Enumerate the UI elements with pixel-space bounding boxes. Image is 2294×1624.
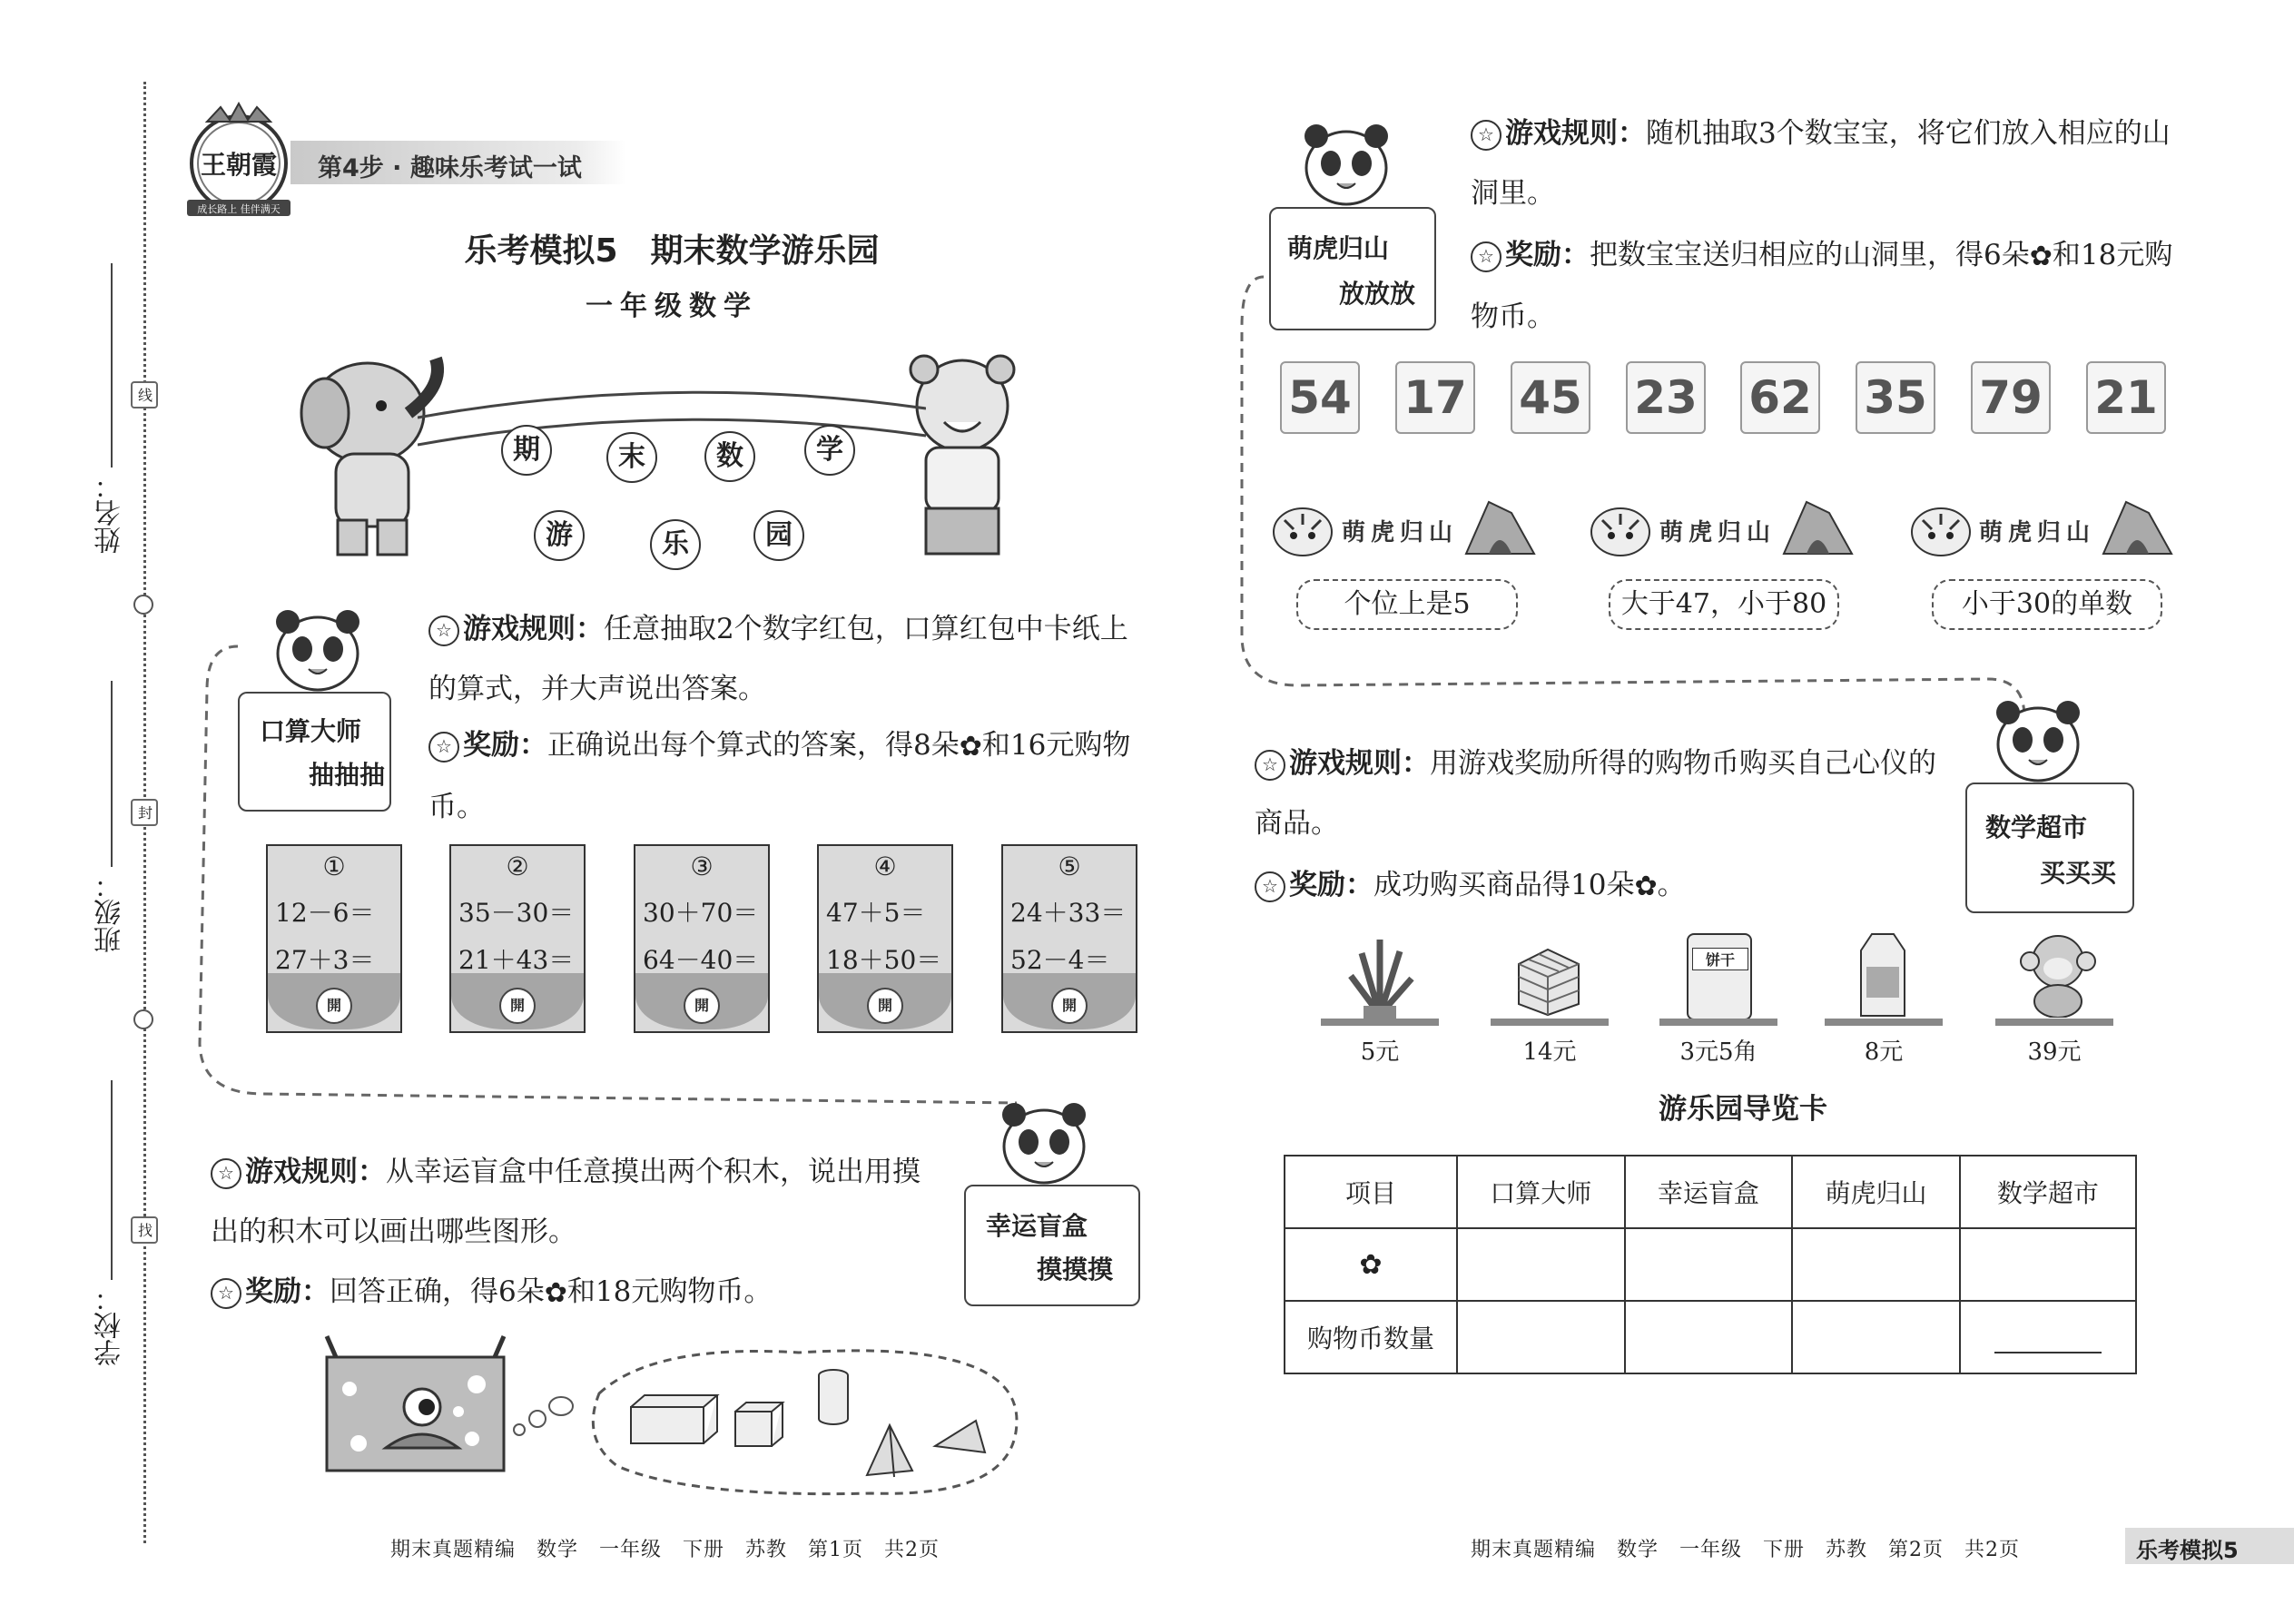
- card-open-button[interactable]: 開: [684, 988, 720, 1024]
- rule-text: 用游戏奖励所得的购物币购买自己心仪的商品。: [1255, 747, 1936, 840]
- game2-rules: [211, 1142, 928, 1262]
- number-tile[interactable]: 79: [1971, 361, 2051, 434]
- card-equation: 30＋70＝: [643, 898, 759, 928]
- game1-sign-line1: 口算大师: [260, 716, 362, 746]
- page-title: 乐考模拟5 期末数学游乐园: [464, 232, 880, 270]
- shelf: [1491, 1019, 1609, 1026]
- table-row: [1285, 1301, 2136, 1373]
- card-equation: 52－4＝: [1010, 945, 1110, 975]
- cave-condition: 大于47，小于80: [1620, 588, 1827, 620]
- lantern-char: 乐: [650, 519, 701, 570]
- number-tile[interactable]: 35: [1856, 361, 1935, 434]
- corner-tab: [2111, 1528, 2294, 1564]
- star-icon: ☆: [428, 615, 459, 646]
- lantern-char: 游: [534, 510, 585, 561]
- flower-icon: ✿: [2029, 240, 2053, 272]
- table-cell-input[interactable]: [1960, 1228, 2136, 1301]
- reward-text: 和18元购物币。: [1471, 239, 2173, 333]
- table-row: [1285, 1228, 2136, 1301]
- panda-icon: [1296, 118, 1396, 209]
- rule-text: 任意抽取2个数字红包，口算红包中卡纸上的算式，并大声说出答案。: [428, 613, 1128, 705]
- lantern-char: 数: [704, 431, 755, 482]
- shelf: [1825, 1019, 1943, 1026]
- panda-icon: [268, 604, 368, 694]
- red-packet-card[interactable]: [817, 844, 953, 1033]
- number-tile[interactable]: 45: [1511, 361, 1590, 434]
- rubik-cube-product-icon[interactable]: [1511, 944, 1586, 1017]
- rule-label: 游戏规则：: [463, 613, 604, 645]
- game4-reward: [1255, 855, 1963, 917]
- coin-row-label: 购物币数量: [1285, 1301, 1457, 1373]
- star-icon: ☆: [211, 1158, 241, 1189]
- answer-blank-line: [1994, 1352, 2102, 1353]
- card-equation: 24＋33＝: [1010, 898, 1127, 928]
- plant-product-icon[interactable]: [1344, 935, 1416, 1019]
- name-label: 姓名：: [94, 472, 126, 554]
- tiger-cave[interactable]: [1609, 579, 1839, 630]
- number-tile[interactable]: 17: [1395, 361, 1475, 434]
- lantern-char: 学: [804, 425, 855, 476]
- flower-icon: ✿: [544, 1276, 567, 1309]
- biscuit-product[interactable]: [1687, 933, 1752, 1020]
- rule-text: 从幸运盲盒中任意摸出两个积木，说出用摸出的积木可以画出哪些图形。: [211, 1156, 921, 1248]
- reward-label: 奖励：: [1505, 239, 1590, 271]
- rule-label: 游戏规则：: [1289, 747, 1430, 780]
- table-cell-input[interactable]: [1625, 1301, 1793, 1373]
- game1-sign: [238, 692, 391, 812]
- flower-icon: ✿: [1359, 1249, 1383, 1281]
- card-number: ⑤: [1058, 851, 1081, 881]
- shelf: [1321, 1019, 1439, 1026]
- game1-rules: [428, 599, 1146, 719]
- game2-sign: [964, 1185, 1140, 1306]
- reward-text: 和16元购物币。: [428, 729, 1131, 823]
- red-packet-card[interactable]: [1001, 844, 1137, 1033]
- game2-sign-line1: 幸运盲盒: [986, 1211, 1088, 1241]
- card-equation: 35－30＝: [458, 898, 575, 928]
- cave-condition: 个位上是5: [1344, 588, 1471, 620]
- seal-char: 线: [131, 381, 158, 408]
- game3-rules: [1471, 103, 2188, 223]
- lantern-char: 末: [606, 432, 657, 483]
- product-price: 3元5角: [1679, 1038, 1757, 1066]
- card-equation: 47＋5＝: [826, 898, 926, 928]
- step-banner-text: 第4步 · 趣味乐考试一试: [318, 154, 582, 182]
- reward-text: 。: [1657, 869, 1686, 901]
- rule-label: 游戏规则：: [1505, 117, 1646, 150]
- star-icon: ☆: [1471, 241, 1501, 272]
- table-header: 数学超市: [1960, 1156, 2136, 1228]
- star-icon: ☆: [1471, 120, 1501, 151]
- red-packet-card[interactable]: [634, 844, 770, 1033]
- table-cell-input[interactable]: [1457, 1301, 1625, 1373]
- game2-sign-line2: 摸摸摸: [1037, 1255, 1114, 1284]
- table-cell-input[interactable]: [1457, 1228, 1625, 1301]
- brand-ribbon: 成长路上 佳伴满天: [197, 203, 281, 215]
- panda-icon: [994, 1097, 1094, 1187]
- product-price: 14元: [1522, 1038, 1577, 1066]
- number-tile[interactable]: 62: [1740, 361, 1820, 434]
- star-icon: ☆: [1255, 750, 1285, 781]
- game3-sign: [1269, 207, 1436, 330]
- mystery-box-monster: [322, 1334, 513, 1475]
- game4-sign: [1965, 782, 2134, 913]
- cave-tag: 萌虎归山: [1342, 519, 1459, 546]
- card-equation: 12－6＝: [275, 898, 375, 928]
- card-number: ④: [873, 851, 897, 881]
- star-icon: ☆: [211, 1278, 241, 1309]
- number-tile[interactable]: 23: [1626, 361, 1706, 434]
- game1-sign-line2: 抽抽抽: [309, 760, 386, 790]
- thought-bubble-shapes: [508, 1339, 1026, 1502]
- reward-label: 奖励：: [463, 729, 547, 762]
- seal-char: 找: [131, 1216, 158, 1244]
- number-tile[interactable]: 21: [2086, 361, 2166, 434]
- star-icon: ☆: [428, 732, 459, 763]
- lantern-char: 园: [753, 510, 804, 561]
- reward-text: 和18元购物币。: [566, 1275, 773, 1308]
- lantern-char: 期: [501, 425, 552, 476]
- card-open-button[interactable]: 開: [499, 988, 536, 1024]
- card-open-button[interactable]: 開: [867, 988, 903, 1024]
- card-equation: 18＋50＝: [826, 945, 942, 975]
- game1-reward: [428, 715, 1146, 837]
- tiger-cave[interactable]: [1932, 579, 2162, 630]
- shelf: [1659, 1019, 1777, 1026]
- table-row: [1285, 1156, 2136, 1228]
- table-cell-input[interactable]: [1625, 1228, 1793, 1301]
- milk-carton-product-icon[interactable]: [1854, 930, 1912, 1018]
- star-icon: ☆: [1255, 871, 1285, 902]
- card-open-button[interactable]: 開: [316, 988, 352, 1024]
- reward-text: 正确说出每个算式的答案，得8朵: [547, 729, 960, 762]
- number-tile[interactable]: 54: [1280, 361, 1360, 434]
- card-number: ②: [506, 851, 529, 881]
- flower-icon: ✿: [1634, 870, 1658, 902]
- cave-mountain-icon: [1462, 495, 1539, 558]
- page-footer: 期末真题精编 数学 一年级 下册 苏教 第2页 共2页: [1471, 1539, 2020, 1561]
- guide-table: [1284, 1155, 2137, 1374]
- tiger-cave[interactable]: [1296, 579, 1518, 630]
- red-packet-card[interactable]: [449, 844, 586, 1033]
- game4-sign-line1: 数学超市: [1985, 812, 2088, 842]
- game3-reward: [1471, 225, 2188, 347]
- red-packet-card[interactable]: [266, 844, 402, 1033]
- cave-mountain-icon: [2099, 495, 2176, 558]
- cave-mountain-icon: [1779, 495, 1856, 558]
- reward-label: 奖励：: [245, 1275, 330, 1308]
- shelf: [1995, 1019, 2113, 1026]
- rule-label: 游戏规则：: [245, 1156, 386, 1188]
- reward-text: 把数宝宝送归相应的山洞里，得6朵: [1590, 239, 2030, 271]
- product-price: 5元: [1360, 1038, 1400, 1066]
- rule-text: 随机抽取3个数宝宝，将它们放入相应的山洞里。: [1471, 117, 2171, 210]
- table-cell-input[interactable]: [1792, 1301, 1960, 1373]
- game3-sign-line1: 萌虎归山: [1287, 233, 1390, 263]
- flower-row-label: [1285, 1228, 1457, 1301]
- table-header: 口算大师: [1457, 1156, 1625, 1228]
- flower-icon: ✿: [959, 730, 982, 763]
- biscuit-label: 饼干: [1692, 948, 1748, 970]
- reward-text: 回答正确，得6朵: [330, 1275, 545, 1308]
- page-subtitle: 一年级数学: [586, 290, 758, 322]
- page-footer: 期末真题精编 数学 一年级 下册 苏教 第1页 共2页: [390, 1539, 940, 1561]
- table-cell-input[interactable]: [1792, 1228, 1960, 1301]
- cave-condition: 小于30的单数: [1961, 588, 2133, 620]
- card-equation: 21＋43＝: [458, 945, 575, 975]
- seal-char: 封: [131, 799, 158, 826]
- game3-sign-line2: 放放放: [1339, 279, 1416, 309]
- table-header: 幸运盲盒: [1625, 1156, 1793, 1228]
- product-price: 8元: [1864, 1038, 1904, 1066]
- brand-name: 王朝霞: [200, 150, 277, 180]
- reward-text: 成功购买商品得10朵: [1373, 869, 1635, 901]
- monkey-toy-product-icon[interactable]: [2017, 930, 2099, 1018]
- game2-reward: [211, 1262, 928, 1324]
- cave-tag: 萌虎归山: [1659, 519, 1777, 546]
- card-number: ①: [322, 851, 346, 881]
- game4-rules: [1255, 733, 1963, 853]
- tiger-icon: [1266, 497, 1339, 561]
- tiger-icon: [1905, 497, 1977, 561]
- cave-tag: 萌虎归山: [1979, 519, 2096, 546]
- card-number: ③: [690, 851, 714, 881]
- card-equation: 27＋3＝: [275, 945, 375, 975]
- corner-tab-text: 乐考模拟5: [2136, 1538, 2239, 1563]
- table-cell-input[interactable]: [1960, 1301, 2136, 1373]
- tiger-icon: [1584, 497, 1657, 561]
- game4-sign-line2: 买买买: [2040, 858, 2117, 888]
- panda-icon: [1988, 694, 2088, 785]
- school-label: 学校：: [94, 1284, 126, 1366]
- guide-card-title: 游乐园导览卡: [1659, 1093, 1827, 1126]
- class-label: 班级：: [94, 871, 126, 953]
- reward-label: 奖励：: [1289, 869, 1373, 901]
- table-header: 萌虎归山: [1792, 1156, 1960, 1228]
- product-price: 39元: [2027, 1038, 2082, 1066]
- card-open-button[interactable]: 開: [1051, 988, 1088, 1024]
- table-header: 项目: [1285, 1156, 1457, 1228]
- card-equation: 64－40＝: [643, 945, 759, 975]
